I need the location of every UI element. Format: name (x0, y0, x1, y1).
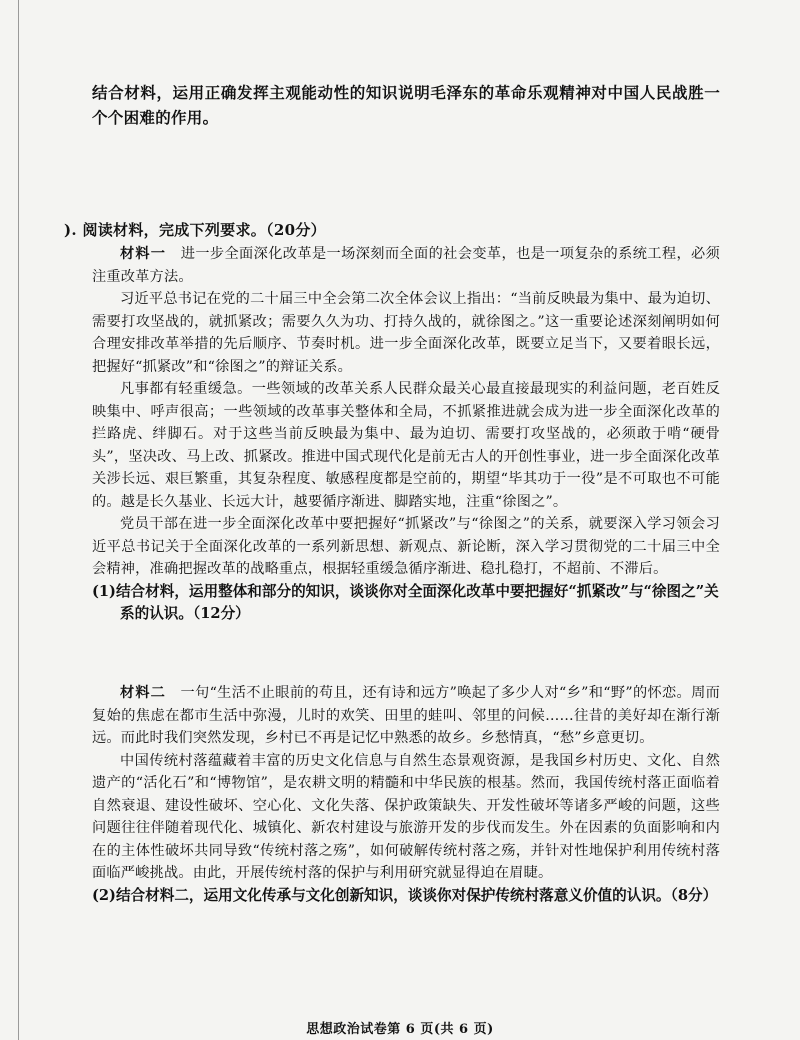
question-header: ). 阅读材料，完成下列要求。（20分） (64, 221, 326, 239)
material-one-block (92, 243, 720, 626)
page-edge-line (18, 0, 19, 1040)
material-two-label: 材料二 (120, 685, 166, 701)
sub-question-2: (2)结合材料二，运用文化传承与文化创新知识，谈谈你对保护传统村落意义价值的认识。（8分） (92, 886, 718, 904)
material-two-paragraph-1 (92, 682, 720, 750)
material-two-paragraph-2: 中国传统村落蕴藏着丰富的历史文化信息与自然生态景观资源，是我国乡村历史、文化、自然遗产的“活化石”和“博物馆”，是农耕文明的精髓和中华民族的根基。然而，我国传统村落正面临着自然衰退、建设性破坏、空心化、文化失落、保护政策缺失、开发性破坏等诸多严峻的问题，这些问题往往伴随着现代化、城镇化、新农村建设与旅游开发的步伐而发生。外在因素的负面影响和内在的主体性破坏共同导致“传统村落之殇”，如何破解传统村落之殇，并针对性地保护利用传统村落面临严峻挑战。由此，开展传统村落的保护与利用研究就显得迫在眉睫。 (92, 752, 720, 881)
material-one-label: 材料一 (120, 246, 167, 262)
material-two-p1-text: 一句“生活不止眼前的苟且，还有诗和远方”唤起了多少人对“乡”和“野”的怀恋。周而复始的焦虑在都市生活中弥漫，儿时的欢笑、田里的蛙叫、邻里的问候……往昔的美好却在渐行渐远。而此时我们突然发现，乡村已不再是记忆中熟悉的故乡。乡愁情真，“愁”乡意更切。 (92, 685, 720, 746)
material-one-paragraph-1 (92, 243, 720, 288)
intro-question-block (92, 80, 720, 130)
intro-question: 结合材料，运用正确发挥主观能动性的知识说明毛泽东的革命乐观精神对中国人民战胜一个个困难的作用。 (92, 83, 720, 127)
material-one-p1-text: 进一步全面深化改革是一场深刻而全面的社会变革，也是一项复杂的系统工程，必须注重改革方法。 (92, 246, 720, 285)
page-footer: 思想政治试卷第 6 页(共 6 页) (306, 1022, 494, 1037)
material-one-paragraph-2: 习近平总书记在党的二十届三中全会第二次全体会议上指出：“当前反映最为集中、最为迫切、需要打攻坚战的，就抓紧改；需要久久为功、打持久战的，就徐图之。”这一重要论述深刻阐明如何合理安排改革举措的先后顺序、节奏时机。进一步全面深化改革，既要立足当下，又要着眼长远，把握好“抓紧改”和“徐图之”的辩证关系。 (92, 291, 720, 375)
sub-question-1: (1)结合材料，运用整体和部分的知识，谈谈你对全面深化改革中要把握好“抓紧改”与“徐图之”关系的认识。（12分） (92, 582, 719, 622)
material-two-block (92, 682, 720, 907)
material-one-paragraph-4: 党员干部在进一步全面深化改革中要把握好“抓紧改”与“徐图之”的关系，就要深入学习领会习近平总书记关于全面深化改革的一系列新思想、新观点、新论断，深入学习贯彻党的二十届三中全会精神，准确把握改革的战略重点，根据轻重缓急循序渐进、稳扎稳打，不超前、不滞后。 (92, 516, 720, 577)
material-one-paragraph-3: 凡事都有轻重缓急。一些领域的改革关系人民群众最关心最直接最现实的利益问题，老百姓反映集中、呼声很高；一些领域的改革事关整体和全局，不抓紧推进就会成为进一步全面深化改革的拦路虎、绊脚石。对于这些当前反映最为集中、最为迫切、需要打攻坚战的，必须敢于啃“硬骨头”，坚决改、马上改、抓紧改。推进中国式现代化是前无古人的开创性事业，进一步全面深化改革关涉长远、艰巨繁重，其复杂程度、敏感程度都是空前的，期望“毕其功于一役”是不可取也不可能的。越是长久基业、长远大计，越要循序渐进、脚踏实地，注重“徐图之”。 (92, 381, 720, 510)
